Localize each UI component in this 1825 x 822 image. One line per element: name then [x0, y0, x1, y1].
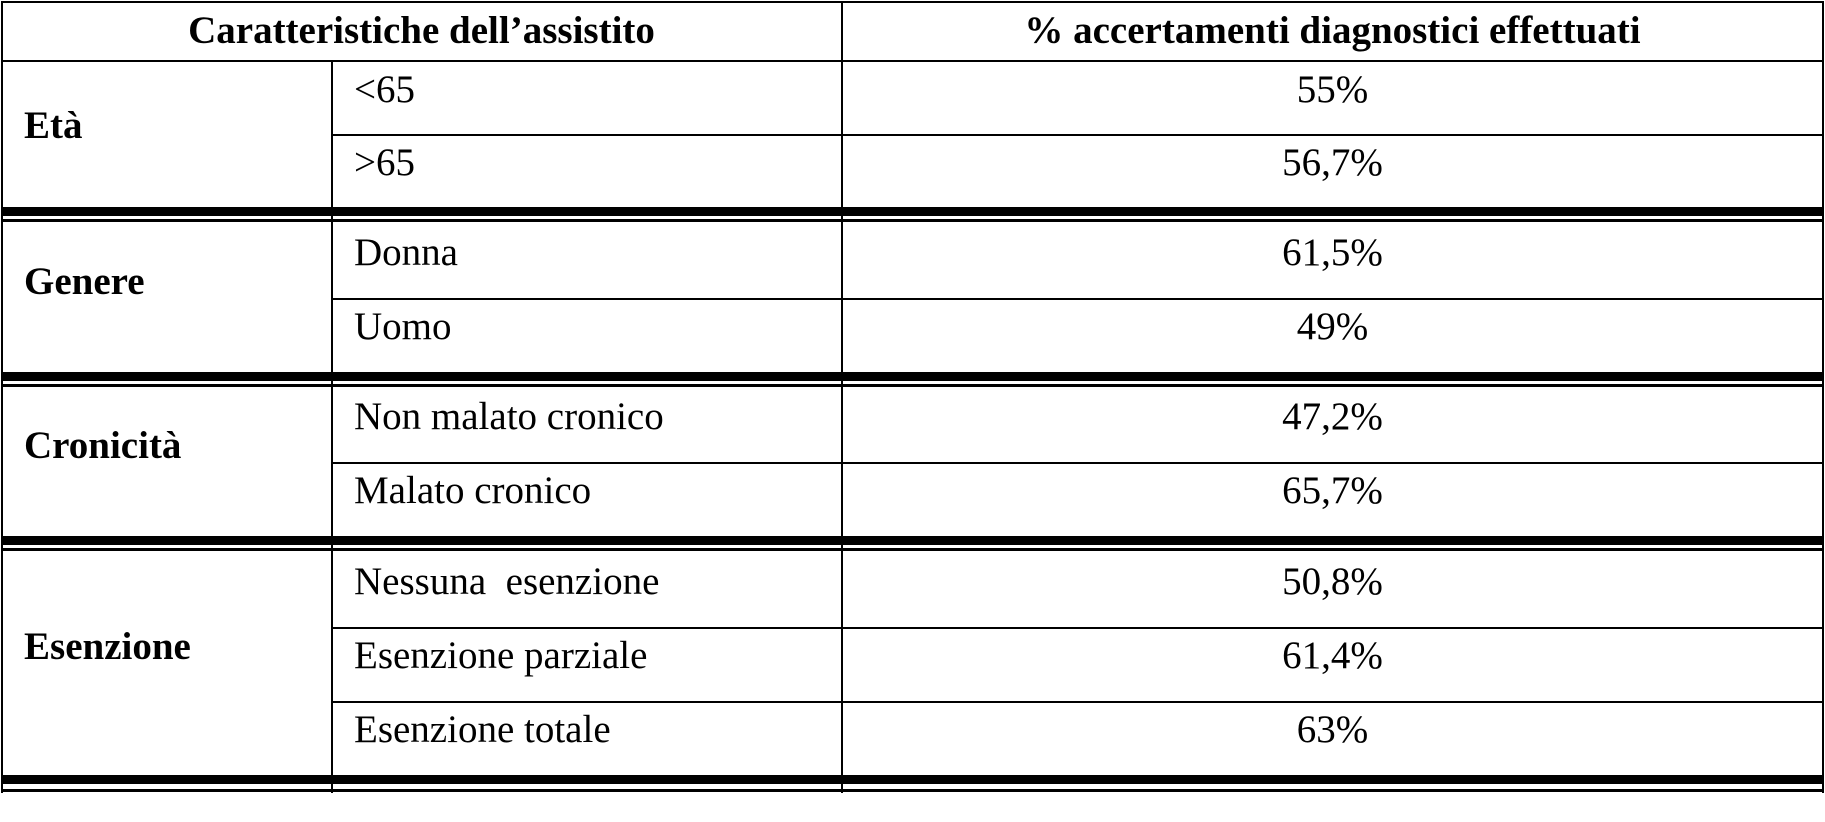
value-cell: 55% [1296, 68, 1369, 111]
column-divider-group [331, 61, 333, 793]
group-label-cronicita: Cronicità [24, 424, 182, 467]
value-cell: 49% [1296, 305, 1369, 348]
value-cell: 47,2% [1282, 395, 1383, 438]
table-border-right [1822, 1, 1824, 793]
value-cell: 63% [1296, 708, 1369, 751]
group-divider-thick [1, 207, 1824, 216]
category-cell: Esenzione parziale [354, 634, 648, 677]
value-cell: 65,7% [1282, 469, 1383, 512]
category-cell: Uomo [354, 305, 452, 348]
row-divider [331, 627, 1824, 629]
row-divider [331, 462, 1824, 464]
value-cell: 61,5% [1282, 231, 1383, 274]
table-bottom-thick [1, 775, 1824, 784]
header-characteristics: Caratteristiche dell’assistito [188, 9, 655, 52]
category-cell: Malato cronico [354, 469, 592, 512]
header-percentage: % accertamenti diagnostici effettuati [1024, 9, 1641, 52]
group-divider-thick [1, 372, 1824, 381]
category-cell: Esenzione totale [354, 708, 611, 751]
category-cell: <65 [354, 68, 415, 111]
group-label-esenzione: Esenzione [24, 625, 191, 668]
table-bottom-thin [1, 789, 1824, 792]
header-divider [1, 60, 1824, 62]
row-divider [331, 134, 1824, 136]
category-cell: Donna [354, 231, 458, 274]
row-divider [331, 701, 1824, 703]
category-cell: Nessuna esenzione [354, 560, 660, 603]
value-cell: 61,4% [1282, 634, 1383, 677]
group-divider-thin [1, 384, 1824, 387]
value-cell: 50,8% [1282, 560, 1383, 603]
group-label-genere: Genere [24, 260, 145, 303]
category-cell: Non malato cronico [354, 395, 664, 438]
group-divider-thick [1, 536, 1824, 545]
table-border-top [1, 1, 1824, 3]
category-cell: >65 [354, 141, 415, 184]
group-label-eta: Età [24, 104, 83, 147]
value-cell: 56,7% [1282, 141, 1383, 184]
group-divider-thin [1, 219, 1824, 222]
table-border-left [1, 1, 3, 793]
group-divider-thin [1, 548, 1824, 551]
row-divider [331, 298, 1824, 300]
